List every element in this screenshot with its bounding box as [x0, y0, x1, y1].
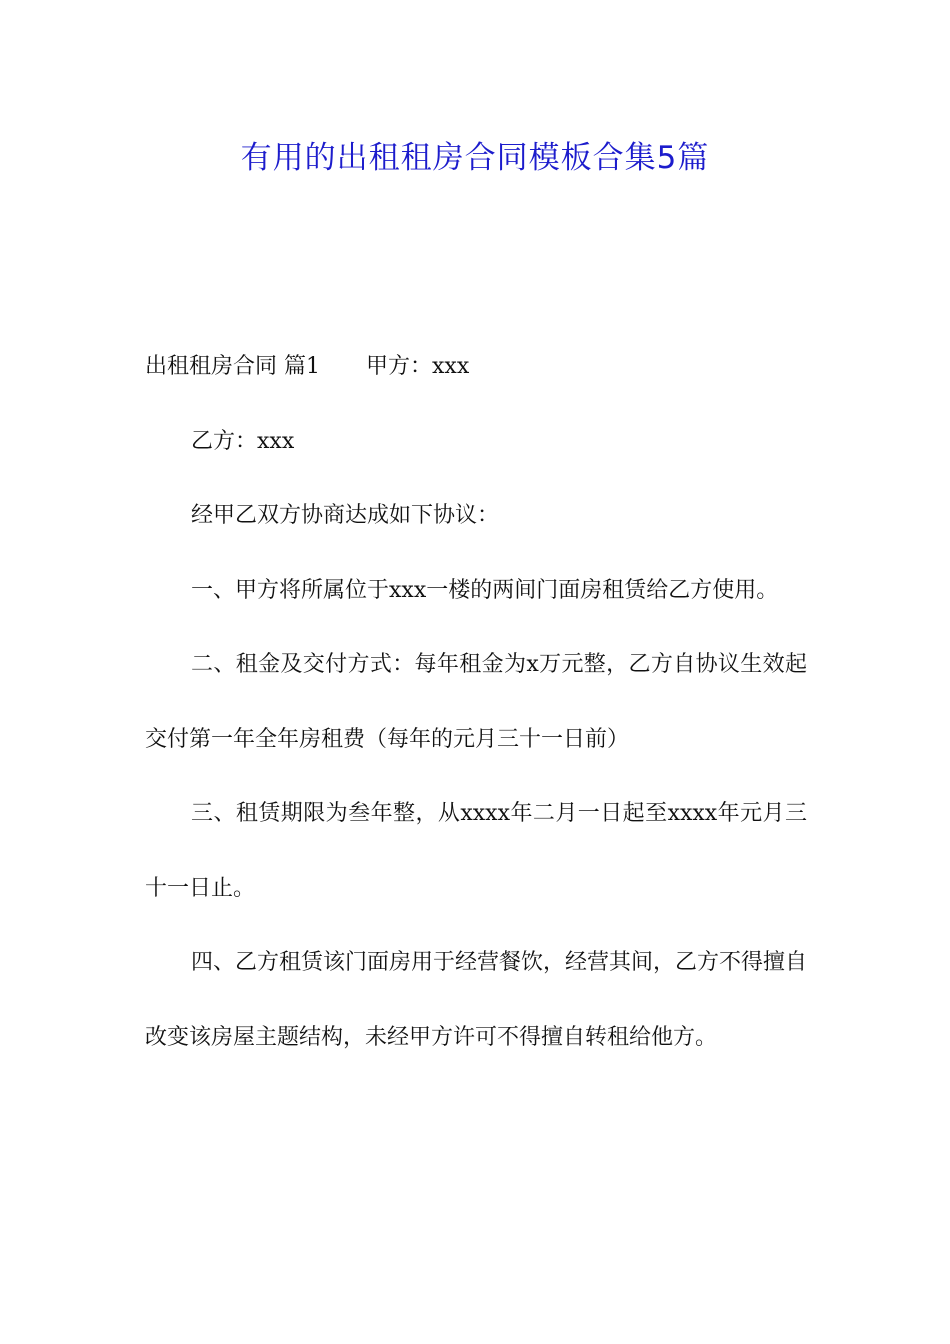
- section-heading: 出租租房合同 篇1: [145, 354, 320, 379]
- party-b: 乙方：xxx: [191, 428, 295, 454]
- document-title: 有用的出租租房合同模板合集5篇: [240, 140, 710, 176]
- clause-1: 一、甲方将所属位于xxx一楼的两间门面房租赁给乙方使用。: [191, 577, 779, 603]
- clause-2: 二、租金及交付方式：每年租金为x万元整，乙方自协议生效起交付第一年全年房租费（每年的元月三十一日前）: [145, 652, 807, 752]
- clause-4: 四、乙方租赁该门面房用于经营餐饮，经营其间，乙方不得擅自改变该房屋主题结构，未经甲方许可不得擅自转租给他方。: [145, 950, 808, 1050]
- heading-line: [145, 330, 807, 405]
- party-a: 甲方：xxx: [366, 354, 470, 379]
- clause-3: 三、租赁期限为叁年整，从xxxx年二月一日起至xxxx年元月三十一日止。: [145, 801, 807, 901]
- intro-paragraph: 经甲乙双方协商达成如下协议：: [191, 503, 500, 528]
- document-body: [145, 330, 807, 1075]
